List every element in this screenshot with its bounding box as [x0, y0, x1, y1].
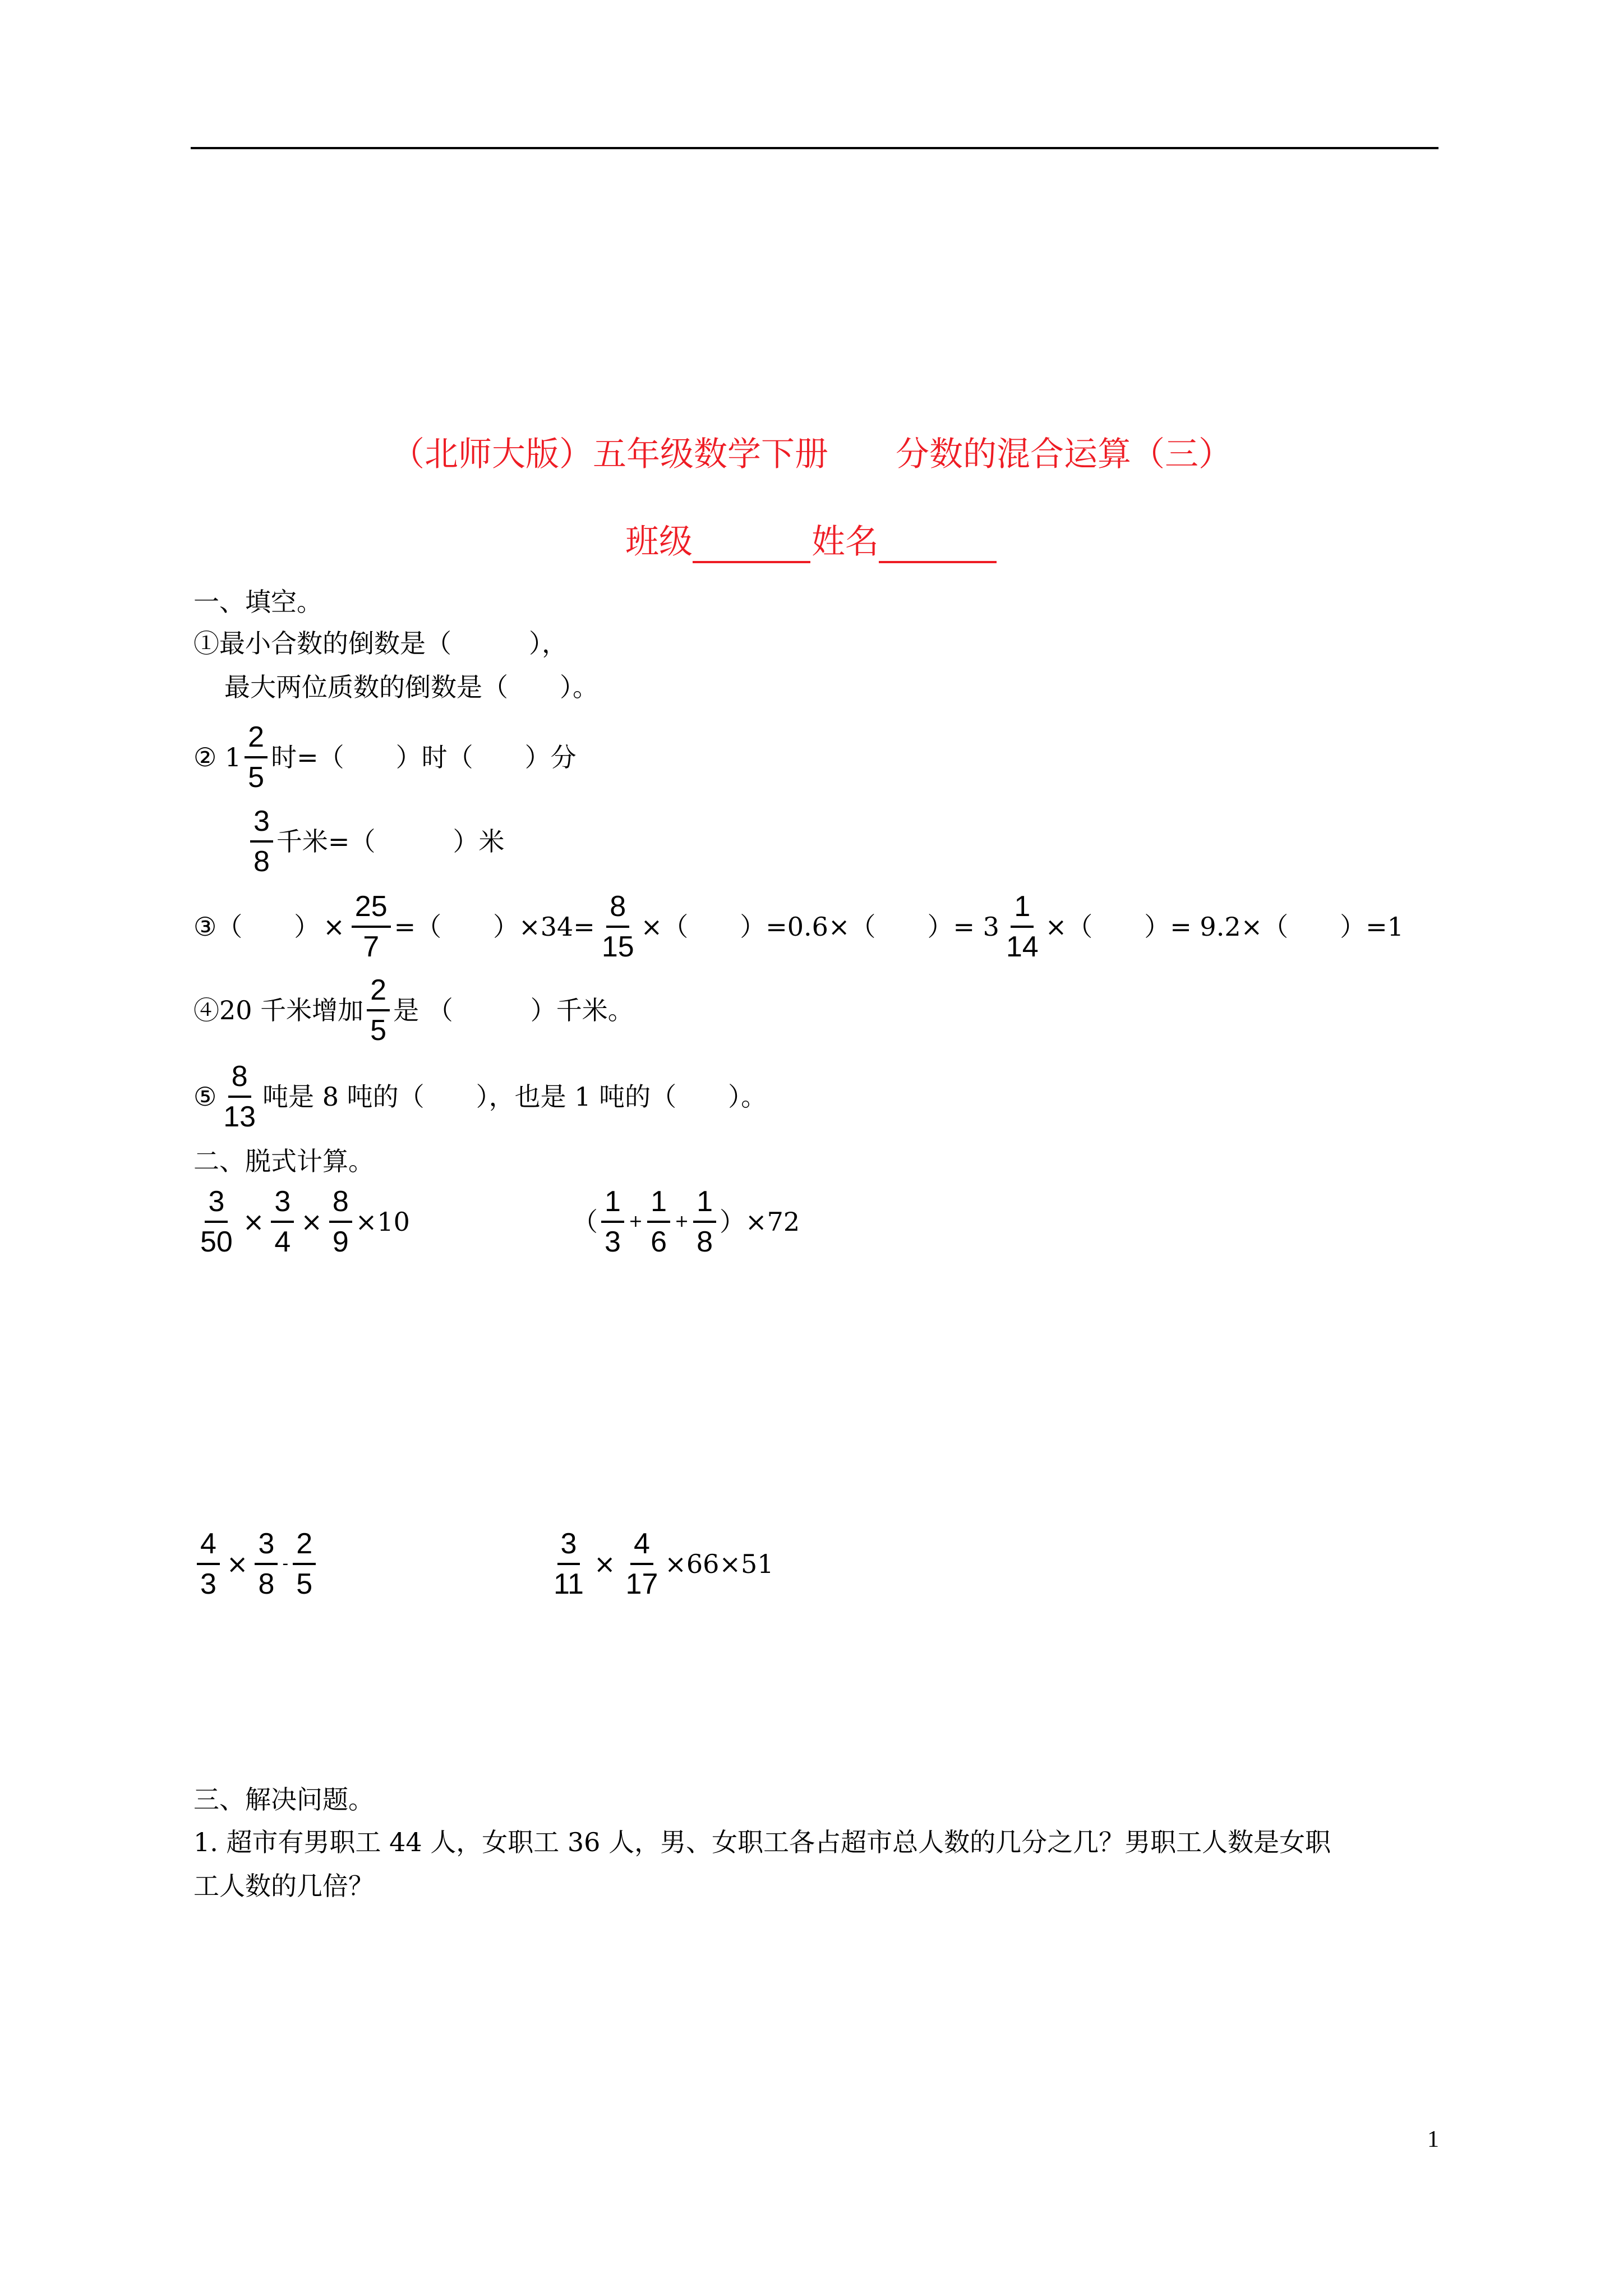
e2-fraction-2: $\frac{1}{6}$ [647, 1184, 670, 1260]
q2b-fraction: $\frac{3}{8}$ [250, 803, 273, 880]
class-name-line [0, 515, 1623, 563]
q3-fraction-1: $\frac{25}{7}$ [352, 889, 391, 965]
section2-heading: 二、脱式计算。 [193, 1146, 374, 1176]
expression-4: $\frac{3}{11}$ × $\frac{4}{17}$ ×66×51 [547, 1526, 774, 1602]
expression-2: （ $\frac{1}{3}$ + $\frac{1}{6}$ + $\frac{1}{8}$ ） ×72 [572, 1184, 800, 1260]
expression-3: $\frac{4}{3}$ × $\frac{3}{8}$ - $\frac{2}{5}$ [193, 1526, 319, 1602]
e4-fraction-2: $\frac{4}{17}$ [623, 1526, 662, 1602]
page-number: 1 [1427, 2127, 1439, 2152]
q5-line: ⑤ $\frac{8}{13}$ 吨是 8 吨的（ ），也是 1 吨的（ ）。 [193, 1059, 767, 1135]
e4-fraction-1: $\frac{3}{11}$ [550, 1526, 587, 1602]
e1-fraction-2: $\frac{3}{4}$ [271, 1184, 294, 1260]
e3-fraction-1: $\frac{4}{3}$ [197, 1526, 220, 1602]
page-title: （北师大版）五年级数学下册 分数的混合运算（三） [391, 435, 1232, 474]
q1-line1: ①最小合数的倒数是（ ）， [193, 628, 568, 659]
e2-fraction-1: $\frac{1}{3}$ [601, 1184, 624, 1260]
e3-fraction-3: $\frac{2}{5}$ [293, 1526, 316, 1602]
q4-fraction: $\frac{2}{5}$ [367, 972, 390, 1048]
e3-fraction-2: $\frac{3}{8}$ [255, 1526, 278, 1602]
name-label: 姓名 [811, 522, 879, 562]
section1-heading: 一、填空。 [193, 587, 322, 617]
section3-heading: 三、解决问题。 [193, 1784, 374, 1815]
q1-line2: 最大两位质数的倒数是（ ）。 [224, 672, 598, 702]
q3-line: ③（ ） × $\frac{25}{7}$ =（ ）×34= $\frac{8}{15}$ ×（ ）=0.6×（ ）= 3 $\frac{1}{14}$ ×（ ）= 9.2×（ ）=1 [193, 889, 1404, 965]
problem-1-line-2: 工人数的几倍？ [193, 1871, 374, 1901]
problem-1-line-1: 1. 超市有男职工 44 人，女职工 36 人，男、女职工各占超市总人数的几分之几？男职工人数是女职 [193, 1827, 1331, 1857]
e2-fraction-3: $\frac{1}{8}$ [693, 1184, 716, 1260]
q2b-line: $\frac{3}{8}$ 千米=（ ）米 [247, 803, 504, 880]
name-blank [879, 528, 997, 563]
e1-fraction-3: $\frac{8}{9}$ [329, 1184, 352, 1260]
class-blank [693, 528, 810, 563]
class-label: 班级 [625, 522, 693, 562]
q2-line: ② 1 $\frac{2}{5}$ 时=（ ）时（ ）分 [193, 719, 577, 795]
q3-fraction-3: $\frac{1}{14}$ [1003, 889, 1042, 965]
header-rule [191, 147, 1438, 149]
q4-line: ④20 千米增加 $\frac{2}{5}$ 是 （ ）千米。 [193, 972, 634, 1048]
q5-fraction: $\frac{8}{13}$ [220, 1059, 259, 1135]
e1-fraction-1: $\frac{3}{50}$ [197, 1184, 236, 1260]
q2-fraction: $\frac{2}{5}$ [245, 719, 268, 795]
expression-1: $\frac{3}{50}$ × $\frac{3}{4}$ × $\frac{8}{9}$ ×10 [193, 1184, 410, 1260]
q3-fraction-2: $\frac{8}{15}$ [598, 889, 638, 965]
